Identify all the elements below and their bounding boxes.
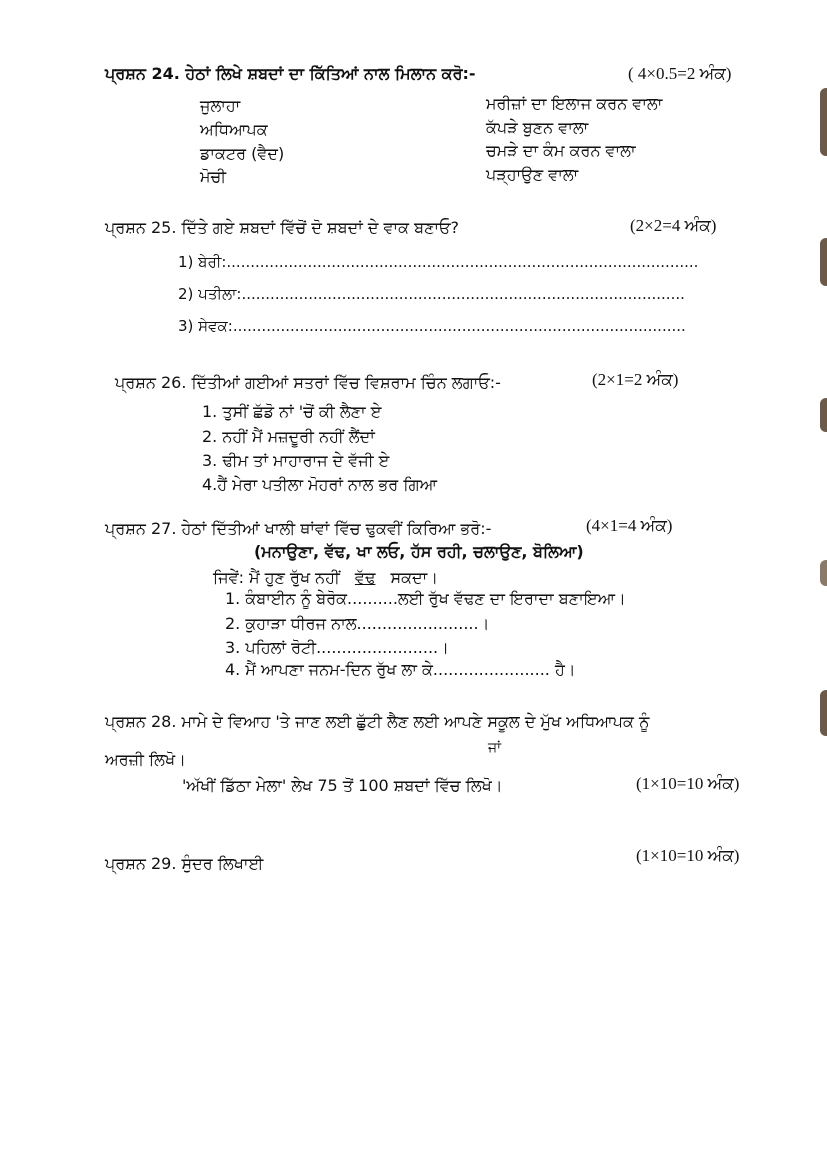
scan-edge-mark: [820, 398, 827, 432]
q24-right-item: ਚਮੜੇ ਦਾ ਕੰਮ ਕਰਨ ਵਾਲਾ: [486, 141, 636, 160]
q27-example-answer: ਵੱਢ: [354, 568, 376, 587]
q25-marks: (2×2=4 ਅੰਕ): [630, 216, 717, 235]
q27-example: [213, 568, 438, 588]
q27-options: (ਮਨਾਉਣਾ, ਵੱਢ, ਖਾ ਲਓ, ਹੱਸ ਰਹੀ, ਚਲਾਉਣ, ਬੋਲਿਆ): [254, 542, 584, 561]
q27-item: 2. ਕੁਹਾੜਾ ਧੀਰਜ ਨਾਲ........................।: [225, 614, 490, 633]
q24-right-item: ਮਰੀਜ਼ਾਂ ਦਾ ਇਲਾਜ ਕਰਨ ਵਾਲਾ: [486, 94, 663, 113]
q26-item: 4.ਹੈਂ ਮੇਰਾ ਪਤੀਲਾ ਮੋਹਰਾਂ ਨਾਲ ਭਰ ਗਿਆ: [202, 475, 438, 494]
q27-title: ਪ੍ਰਸ਼ਨ 27. ਹੇਠਾਂ ਦਿੱਤੀਆਂ ਖਾਲੀ ਥਾਂਵਾਂ ਵਿੱਚ ਢੁਕਵੀਂ ਕਿਰਿਆ ਭਰੋ:-: [105, 519, 492, 538]
q28-or: ਜਾਂ: [488, 740, 502, 756]
q24-right-item: ਕੱਪੜੇ ਬੁਣਨ ਵਾਲਾ: [486, 118, 589, 137]
q28-alt: 'ਅੱਖੀਂ ਡਿੱਠਾ ਮੇਲਾ' ਲੇਖ 75 ਤੋਂ 100 ਸ਼ਬਦਾਂ ਵਿੱਚ ਲਿਖੋ।: [182, 776, 503, 795]
q24-left-item: ਅਧਿਆਪਕ: [200, 120, 268, 139]
q27-item: 3. ਪਹਿਲਾਂ ਰੋਟੀ........................।: [225, 638, 449, 657]
q26-item: 2. ਨਹੀਂ ਮੈਂ ਮਜ਼ਦੂਰੀ ਨਹੀਂ ਲੈਂਦਾਂ: [202, 427, 375, 446]
q27-marks: (4×1=4 ਅੰਕ): [586, 516, 673, 535]
q26-title: ਪ੍ਰਸ਼ਨ 26. ਦਿੱਤੀਆਂ ਗਈਆਂ ਸਤਰਾਂ ਵਿੱਚ ਵਿਸ਼ਰਾਮ ਚਿੰਨ ਲਗਾਓ:-: [115, 373, 501, 392]
q24-left-item: ਡਾਕਟਰ (ਵੈਦ): [200, 144, 285, 163]
q24-title: ਪ੍ਰਸ਼ਨ 24. ਹੇਠਾਂ ਲਿਖੇ ਸ਼ਬਦਾਂ ਦਾ ਕਿੱਤਿਆਂ ਨਾਲ ਮਿਲਾਨ ਕਰੋ:-: [105, 64, 476, 83]
q24-left-item: ਜੁਲਾਹਾ: [200, 96, 241, 115]
scan-edge-mark: [820, 88, 827, 156]
q25-title: ਪ੍ਰਸ਼ਨ 25. ਦਿੱਤੇ ਗਏ ਸ਼ਬਦਾਂ ਵਿੱਚੋਂ ਦੋ ਸ਼ਬਦਾਂ ਦੇ ਵਾਕ ਬਣਾਓ?: [105, 218, 460, 237]
scan-edge-mark: [820, 560, 827, 586]
q24-left-item: ਮੋਚੀ: [200, 167, 227, 186]
q27-example-prefix: ਜਿਵੇਂ: ਮੈਂ ਹੁਣ ਰੁੱਖ ਨਹੀਂ: [213, 568, 340, 587]
q29-title: ਪ੍ਰਸ਼ਨ 29. ਸੁੰਦਰ ਲਿਖਾਈ: [105, 854, 264, 873]
q29-marks: (1×10=10 ਅੰਕ): [636, 846, 740, 865]
q25-item: 1) ਬੇਰੀ:...................................................................................................: [178, 253, 699, 271]
q28-marks: (1×10=10 ਅੰਕ): [636, 774, 740, 793]
q28-line2: ਅਰਜ਼ੀ ਲਿਖੋ।: [105, 750, 186, 769]
q27-example-suffix: ਸਕਦਾ।: [390, 568, 439, 587]
q26-item: 1. ਤੁਸੀਂ ਛੱਡੋ ਨਾਂ 'ਚੋਂ ਕੀ ਲੈਣਾ ਏ: [202, 402, 382, 421]
q24-marks: ( 4×0.5=2 ਅੰਕ): [628, 64, 732, 83]
q24-right-item: ਪੜ੍ਹਾਉਣ ਵਾਲਾ: [486, 165, 579, 184]
scan-edge-mark: [820, 238, 827, 286]
q25-item: 3) ਸੇਵਕ:...............................................................................................: [178, 317, 686, 335]
scan-edge-mark: [820, 690, 827, 736]
q26-item: 3. ਢੀਮ ਤਾਂ ਮਾਹਾਰਾਜ ਦੇ ਵੱਜੀ ਏ: [202, 451, 390, 470]
q25-item: 2) ਪਤੀਲਾ:.............................................................................................: [178, 285, 685, 303]
q28-line1: ਪ੍ਰਸ਼ਨ 28. ਮਾਮੇ ਦੇ ਵਿਆਹ 'ਤੇ ਜਾਣ ਲਈ ਛੁੱਟੀ ਲੈਣ ਲਈ ਆਪਣੇ ਸਕੂਲ ਦੇ ਮੁੱਖ ਅਧਿਆਪਕ ਨੂੰ: [105, 712, 650, 731]
q26-marks: (2×1=2 ਅੰਕ): [592, 370, 679, 389]
q27-item: 4. ਮੈਂ ਆਪਣਾ ਜਨਮ-ਦਿਨ ਰੁੱਖ ਲਾ ਕੇ....................... ਹੈ।: [225, 660, 576, 679]
q27-item: 1. ਕੰਬਾਈਨ ਨੂੰ ਬੇਰੋਕ..........ਲਈ ਰੁੱਖ ਵੱਢਣ ਦਾ ਇਰਾਦਾ ਬਣਾਇਆ।: [225, 589, 626, 608]
